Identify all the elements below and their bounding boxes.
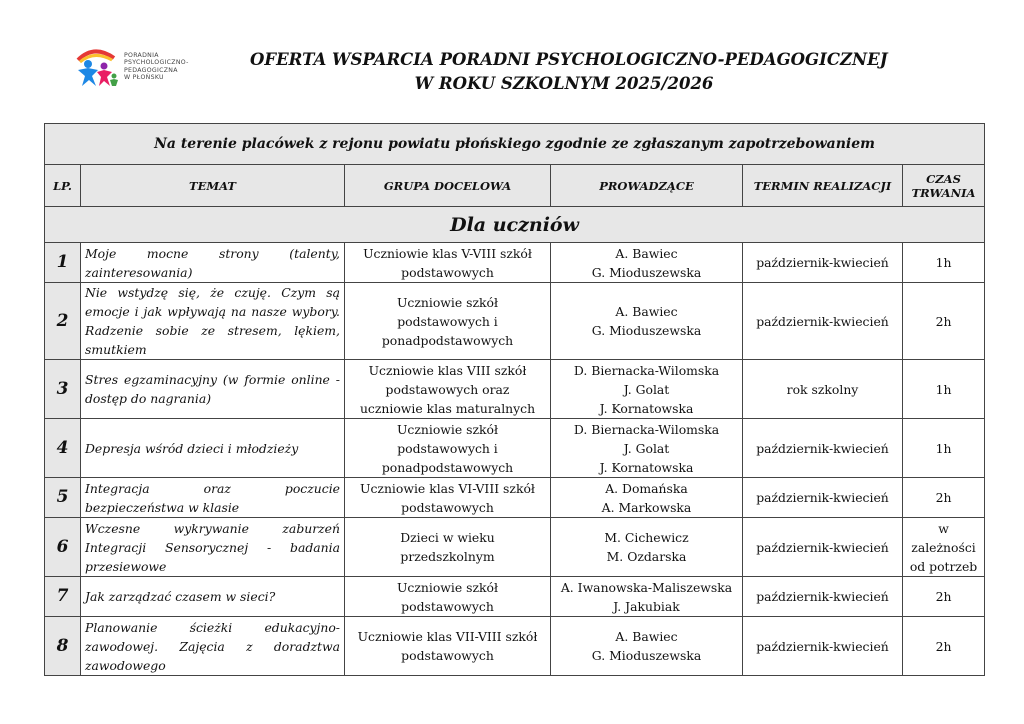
row-leaders bbox=[551, 283, 743, 360]
row-target-group bbox=[345, 360, 551, 419]
row-number: 1 bbox=[45, 243, 81, 283]
table-body bbox=[45, 243, 985, 676]
row-term: rok szkolny bbox=[743, 360, 903, 419]
leader-name: M. Cichewicz bbox=[604, 530, 689, 545]
row-number: 6 bbox=[45, 518, 81, 577]
row-topic: Wczesne wykrywanie zaburzeń Integracji Sensorycznej - badania przesiewowe bbox=[81, 518, 345, 577]
leader-name: A. Bawiec bbox=[615, 629, 678, 644]
row-target-group bbox=[345, 419, 551, 478]
row-number: 4 bbox=[45, 419, 81, 478]
row-target-group bbox=[345, 283, 551, 360]
section-row bbox=[45, 207, 985, 243]
title-line-1: OFERTA WSPARCIA PORADNI PSYCHOLOGICZNO-PEDAGOGICZNEJ bbox=[250, 50, 888, 69]
row-duration bbox=[903, 617, 985, 676]
row-leaders bbox=[551, 577, 743, 617]
table-banner: Na terenie placówek z rejonu powiatu płońskiego zgodnie ze zgłaszanym zapotrzebowaniem bbox=[45, 124, 985, 165]
row-term: październik-kwiecień bbox=[743, 419, 903, 478]
duration-line: 2h bbox=[935, 490, 952, 505]
target-group-line: podstawowych oraz bbox=[385, 381, 510, 397]
row-topic: Moje mocne strony (talenty, zainteresowania) bbox=[81, 243, 345, 283]
target-group-line: Uczniowie klas VII-VIII szkół bbox=[357, 629, 538, 644]
row-topic: Stres egzaminacyjny (w formie online - dostęp do nagrania) bbox=[81, 360, 345, 419]
target-group-line: Uczniowie klas VIII szkół bbox=[368, 362, 527, 378]
table-row bbox=[45, 478, 985, 518]
table-row bbox=[45, 360, 985, 419]
duration-line: 1h bbox=[935, 255, 952, 270]
title-line-2: W ROKU SZKOLNYM 2025/2026 bbox=[414, 74, 714, 93]
target-group-line: podstawowych i bbox=[397, 313, 498, 329]
row-term: październik-kwiecień bbox=[743, 518, 903, 577]
leader-name: J. Kornatowska bbox=[599, 459, 694, 475]
leader-name: A. Bawiec bbox=[615, 304, 678, 319]
row-target-group bbox=[345, 243, 551, 283]
row-term: październik-kwiecień bbox=[743, 243, 903, 283]
duration-line: 1h bbox=[935, 381, 952, 397]
header-termin: TERMIN REALIZACJI bbox=[743, 165, 903, 207]
row-leaders bbox=[551, 518, 743, 577]
target-group-line: ponadpodstawowych bbox=[381, 459, 514, 475]
target-group-line: uczniowie klas maturalnych bbox=[359, 400, 536, 416]
row-target-group bbox=[345, 577, 551, 617]
leader-name: A. Iwanowska-Maliszewska bbox=[560, 579, 733, 595]
leader-name: A. Domańska bbox=[605, 480, 688, 496]
duration-line: 2h bbox=[935, 589, 952, 604]
target-group-line: Uczniowie klas VI-VIII szkół bbox=[360, 480, 535, 496]
target-group-line: podstawowych bbox=[401, 499, 494, 515]
leader-name: G. Mioduszewska bbox=[591, 648, 702, 663]
row-leaders bbox=[551, 360, 743, 419]
row-duration bbox=[903, 518, 985, 577]
row-number: 5 bbox=[45, 478, 81, 518]
leader-name: A. Markowska bbox=[601, 499, 692, 515]
row-target-group bbox=[345, 617, 551, 676]
table-row bbox=[45, 518, 985, 577]
leader-name: D. Biernacka-Wilomska bbox=[573, 421, 720, 437]
target-group-line: podstawowych bbox=[401, 598, 494, 614]
table-banner-row bbox=[45, 124, 985, 165]
row-number: 7 bbox=[45, 577, 81, 617]
row-duration bbox=[903, 360, 985, 419]
row-number: 3 bbox=[45, 360, 81, 419]
target-group-line: Uczniowie szkół bbox=[396, 579, 499, 595]
leader-name: G. Mioduszewska bbox=[591, 323, 702, 338]
table-row bbox=[45, 243, 985, 283]
leader-name: J. Jakubiak bbox=[613, 598, 680, 614]
row-number: 2 bbox=[45, 283, 81, 360]
leader-name: A. Bawiec bbox=[615, 245, 678, 261]
table-row bbox=[45, 283, 985, 360]
row-number: 8 bbox=[45, 617, 81, 676]
table-row bbox=[45, 617, 985, 676]
target-group-line: Uczniowie szkół bbox=[396, 294, 499, 310]
target-group-line: podstawowych bbox=[401, 264, 494, 280]
row-target-group bbox=[345, 518, 551, 577]
row-topic: Nie wstydzę się, że czuję. Czym są emocje i jak wpływają na nasze wybory. Radzenie sobie ze stresem, lękiem, smutkiem bbox=[81, 283, 345, 360]
row-leaders bbox=[551, 478, 743, 518]
target-group-line: podstawowych bbox=[401, 648, 494, 663]
logo-text: PORADNIA PSYCHOLOGICZNO- PEDAGOGICZNA W PŁOŃSKU bbox=[124, 52, 189, 82]
leader-name: J. Golat bbox=[623, 440, 670, 456]
leader-name: G. Mioduszewska bbox=[591, 264, 702, 280]
offer-table bbox=[44, 123, 985, 676]
logo-figures-icon bbox=[70, 46, 124, 90]
duration-line: 1h bbox=[935, 440, 952, 456]
row-topic: Jak zarządzać czasem w sieci? bbox=[81, 577, 345, 617]
header-czas: CZAS TRWANIA bbox=[903, 165, 985, 207]
section-title: Dla uczniów bbox=[45, 207, 985, 243]
duration-line: 2h bbox=[935, 313, 952, 329]
row-target-group bbox=[345, 478, 551, 518]
duration-line: od potrzeb bbox=[909, 558, 978, 574]
logo bbox=[70, 46, 200, 90]
leader-name: D. Biernacka-Wilomska bbox=[573, 362, 720, 378]
target-group-line: Uczniowie klas V-VIII szkół bbox=[363, 245, 532, 261]
row-topic: Integracja oraz poczucie bezpieczeństwa w klasie bbox=[81, 478, 345, 518]
row-duration bbox=[903, 243, 985, 283]
row-duration bbox=[903, 419, 985, 478]
row-duration bbox=[903, 478, 985, 518]
row-term: październik-kwiecień bbox=[743, 617, 903, 676]
header-lp: LP. bbox=[45, 165, 81, 207]
target-group-line: przedszkolnym bbox=[400, 549, 495, 564]
row-duration bbox=[903, 283, 985, 360]
row-term: październik-kwiecień bbox=[743, 577, 903, 617]
leader-name: J. Golat bbox=[623, 381, 670, 397]
row-topic: Depresja wśród dzieci i młodzieży bbox=[81, 419, 345, 478]
row-topic: Planowanie ścieżki edukacyjno-zawodowej. Zajęcia z doradztwa zawodowego bbox=[81, 617, 345, 676]
header-temat: TEMAT bbox=[81, 165, 345, 207]
row-duration bbox=[903, 577, 985, 617]
table-row bbox=[45, 419, 985, 478]
row-leaders bbox=[551, 419, 743, 478]
header-prowadzace: PROWADZĄCE bbox=[551, 165, 743, 207]
target-group-line: podstawowych i bbox=[397, 440, 498, 456]
leader-name: M. Ozdarska bbox=[606, 549, 687, 564]
table-header-row bbox=[45, 165, 985, 207]
row-term: październik-kwiecień bbox=[743, 478, 903, 518]
table-row bbox=[45, 577, 985, 617]
page-title bbox=[250, 48, 888, 96]
target-group-line: ponadpodstawowych bbox=[381, 332, 514, 348]
target-group-line: Uczniowie szkół bbox=[396, 421, 499, 437]
duration-line: zależności bbox=[911, 539, 976, 555]
row-leaders bbox=[551, 617, 743, 676]
row-term: październik-kwiecień bbox=[743, 283, 903, 360]
row-leaders bbox=[551, 243, 743, 283]
duration-line: w bbox=[938, 520, 949, 536]
leader-name: J. Kornatowska bbox=[599, 400, 694, 416]
duration-line: 2h bbox=[935, 638, 952, 654]
target-group-line: Dzieci w wieku bbox=[400, 530, 495, 545]
header-grupa: GRUPA DOCELOWA bbox=[345, 165, 551, 207]
